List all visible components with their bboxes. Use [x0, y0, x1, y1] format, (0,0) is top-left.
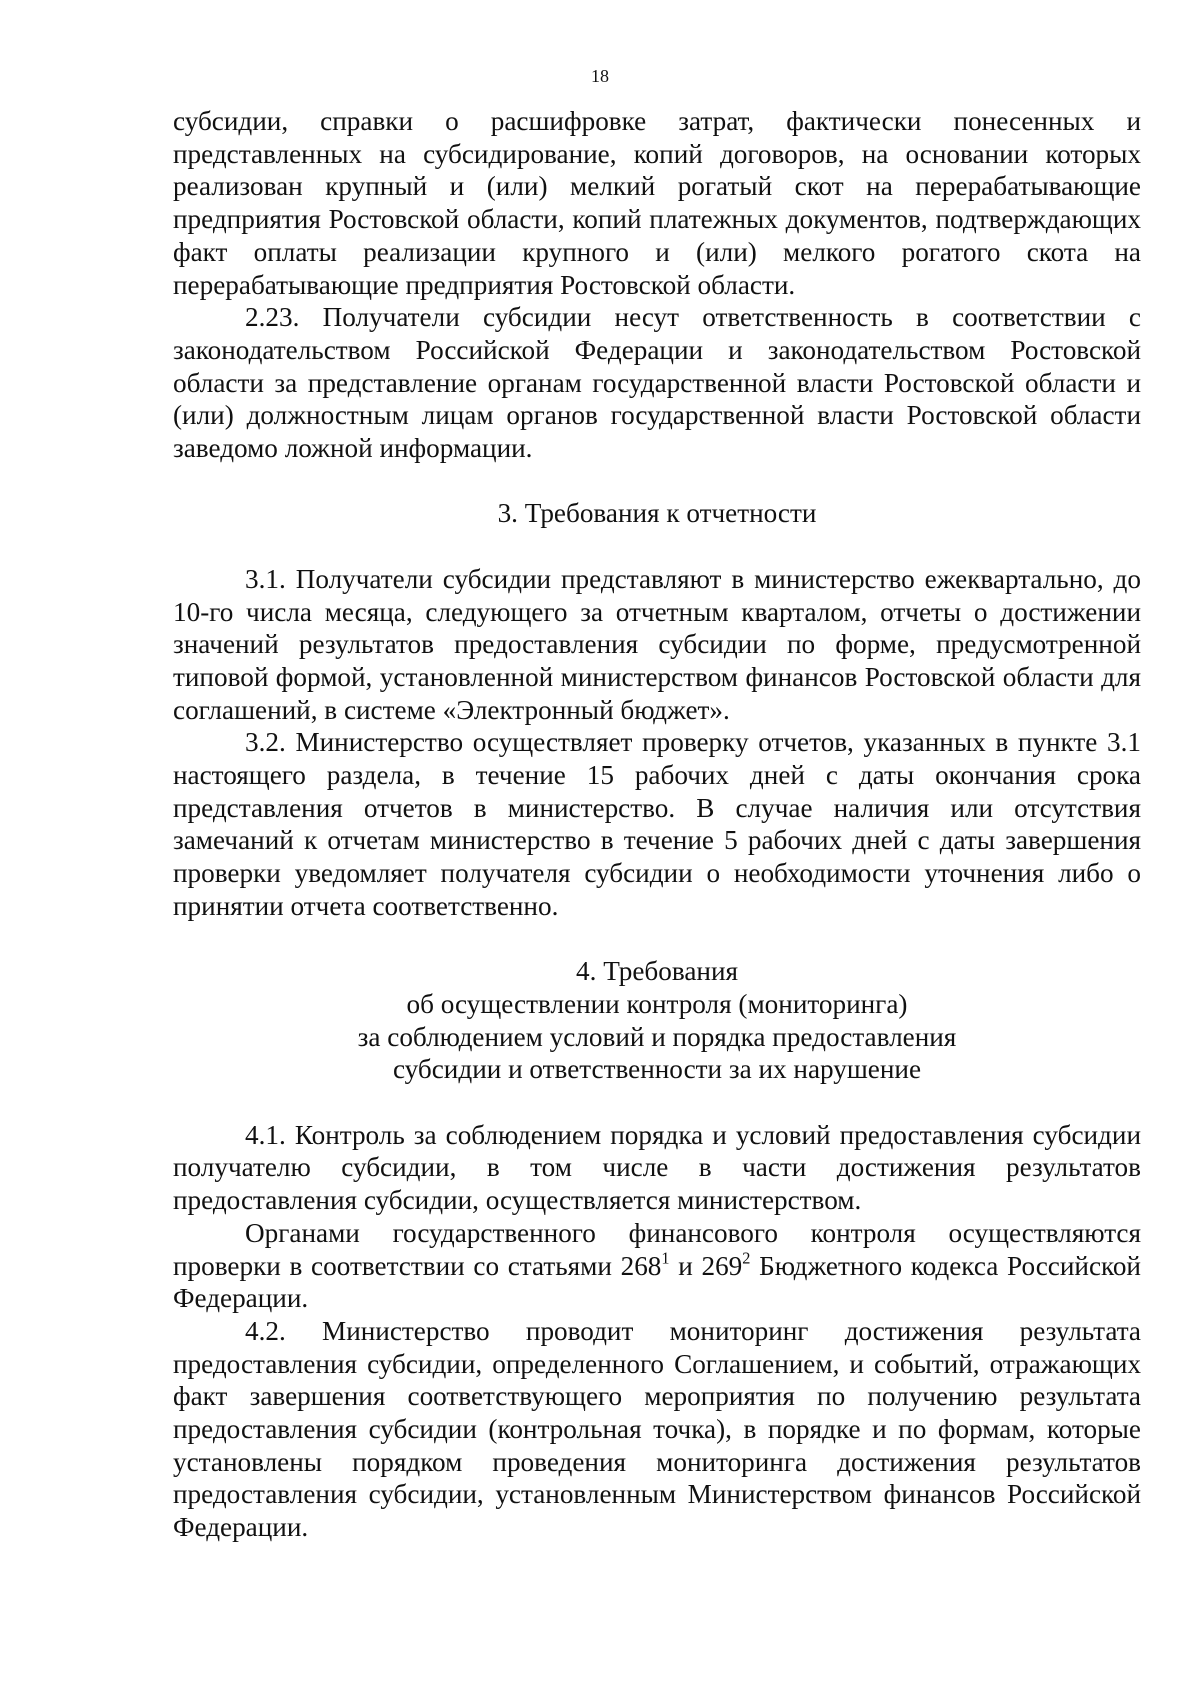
- paragraph-audit: [173, 1217, 1141, 1315]
- paragraph-3-2: 3.2. Министерство осуществляет проверку отчетов, указанных в пункте 3.1 настоящего раздела, в течение 15 рабочих дней с даты окончания срока представления отчетов в министерство. В случае наличия или отсутствия замечаний к отчетам министерство в течение 5 рабочих дней с даты завершения проверки уведомляет получателя субсидии о необходимости уточнения либо о принятии отчета соответственно.: [173, 727, 1141, 921]
- paragraph-2-23: 2.23. Получатели субсидии несут ответственность в соответствии с законодательством Российской Федерации и законодательством Ростовской области за представление органам государственной власти Ростовской области и (или) должностным лицам органов государственной власти Ростовской области заведомо ложной информации.: [173, 302, 1141, 464]
- paragraph-continuation: субсидии, справки о расшифровке затрат, фактически понесенных и представленных на субсидирование, копий договоров, на основании которых реализован крупный и (или) мелкий рогатый скот на перерабатывающие предприятия Ростовской области, копий платежных документов, подтверждающих факт оплаты реализации крупного и (или) мелкого рогатого скота на перерабатывающие предприятия Ростовской области.: [173, 106, 1141, 300]
- paragraph-4-2: 4.2. Министерство проводит мониторинг достижения результата предоставления субсидии, определенного Соглашением, и событий, отражающих факт завершения соответствующего мероприятия по получению результата предоставления субсидии (контрольная точка), в порядке и по формам, которые установлены порядком проведения мониторинга достижения результатов предоставления субсидии, установленным Министерством финансов Российской Федерации.: [173, 1315, 1141, 1543]
- section-4-title-line: субсидии и ответственности за их нарушение: [392, 1054, 922, 1085]
- paragraph-4-1: 4.1. Контроль за соблюдением порядка и условий предоставления субсидии получателю субсидии, в том числе в части достижения результатов предоставления субсидии, осуществляется министерством.: [173, 1119, 1141, 1216]
- paragraph-audit-text: Бюджетного кодекса Российской Федерации.: [173, 1250, 1141, 1314]
- spacer: [173, 923, 1141, 956]
- paragraph-audit-text: и 269: [669, 1250, 743, 1281]
- page-number: 18: [591, 66, 609, 86]
- paragraph-3-1: 3.1. Получатели субсидии представляют в министерство ежеквартально, до 10-го числа месяца, следующего за отчетным кварталом, отчеты о достижении значений результатов предоставления субсидии по форме, предусмотренной типовой формой, установленной министерством финансов Ростовской области для соглашений, в системе «Электронный бюджет».: [173, 563, 1141, 725]
- superscript: 1: [661, 1248, 670, 1268]
- superscript: 2: [742, 1248, 751, 1268]
- spacer: [173, 1086, 1141, 1119]
- paragraph-audit-text: Органами государственного финансового контроля осуществляются проверки в соответствии со статьями 268: [173, 1217, 1141, 1281]
- section-4-title: [173, 955, 1141, 1086]
- section-4-title-line: об осуществлении контроля (мониторинга): [406, 988, 908, 1019]
- section-3-title: 3. Требования к отчетности: [497, 498, 817, 529]
- section-4-title-line: 4. Требования: [576, 956, 738, 987]
- spacer: [173, 530, 1141, 563]
- section-4-title-line: за соблюдением условий и порядка предоставления: [357, 1021, 957, 1052]
- spacer: [173, 465, 1141, 498]
- document-body: [173, 105, 1141, 1544]
